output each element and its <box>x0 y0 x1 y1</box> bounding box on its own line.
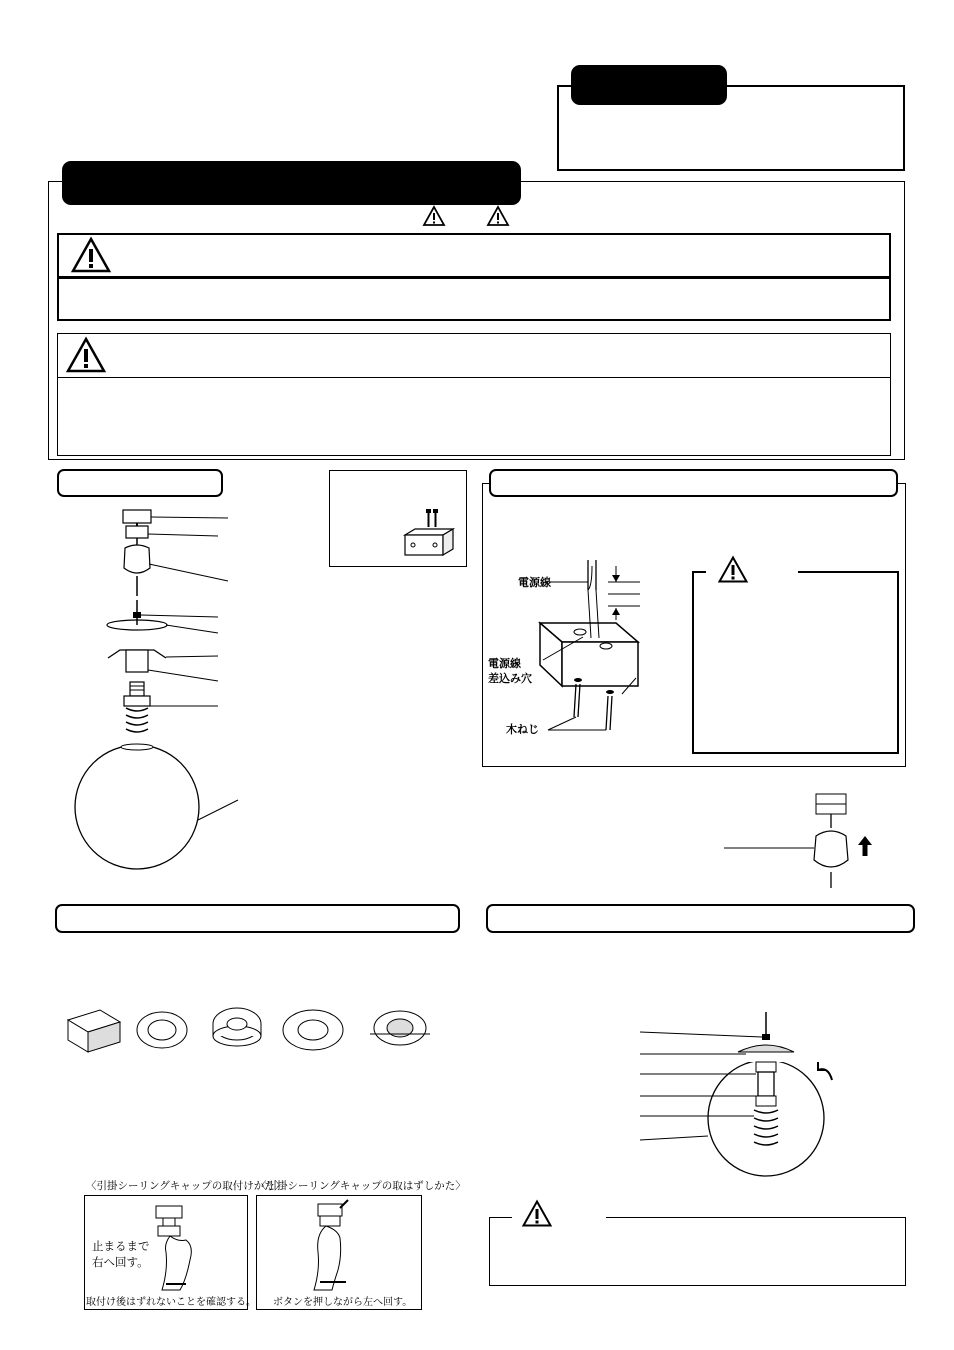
wood-screw-label: 木ねじ <box>506 723 539 736</box>
warning-triangle-icon <box>66 337 106 373</box>
warning-triangle-icon <box>522 1200 552 1227</box>
parts-heading-pill <box>57 469 223 497</box>
pendant-exploded-diagram <box>70 500 245 875</box>
attach-step-line2: 右へ回す。 <box>92 1255 149 1269</box>
top-note-banner <box>571 65 727 105</box>
arrow-up-icon <box>858 836 872 856</box>
attach-hand-illustration <box>150 1200 220 1290</box>
rotate-arrow-icon <box>812 1060 836 1084</box>
accessory-illustration <box>395 505 460 560</box>
bulb-heading-pill <box>486 904 915 933</box>
cord-hole-label-line2: 差込み穴 <box>488 672 532 685</box>
warning-triangle-icon <box>718 556 748 583</box>
warning-block-body <box>57 277 891 321</box>
remove-heading: 〈引掛シーリングキャップの取はずしかた〉 <box>256 1180 466 1192</box>
cord-hole-label-line1: 電源線 <box>488 657 521 670</box>
caution-block-body <box>57 377 891 456</box>
warning-block-header <box>57 233 891 278</box>
power-cord-label: 電源線 <box>518 576 551 589</box>
ceiling-types-heading-pill <box>55 904 460 933</box>
mounting-caution-box <box>692 571 899 754</box>
remove-hand-illustration <box>310 1200 370 1290</box>
remove-step-text: ボタンを押しながら左へ回す。 <box>273 1297 413 1308</box>
attach-confirm-text: 取付け後はずれないことを確認する。 <box>86 1297 256 1308</box>
attach-heading: 〈引掛シーリングキャップの取付けかた〉 <box>86 1180 286 1192</box>
globe-assembly-diagram <box>638 1012 838 1182</box>
caution-block-header <box>57 333 891 378</box>
bulb-caution-box <box>489 1217 906 1286</box>
warning-triangle-icon <box>71 237 111 273</box>
warning-triangle-icon <box>423 206 445 226</box>
attach-step-line1: 止まるまで <box>92 1239 150 1253</box>
ceiling-fixture-types <box>60 1000 440 1060</box>
mounting-heading-pill <box>489 469 898 497</box>
safety-banner <box>62 161 521 205</box>
warning-triangle-icon <box>487 206 509 226</box>
